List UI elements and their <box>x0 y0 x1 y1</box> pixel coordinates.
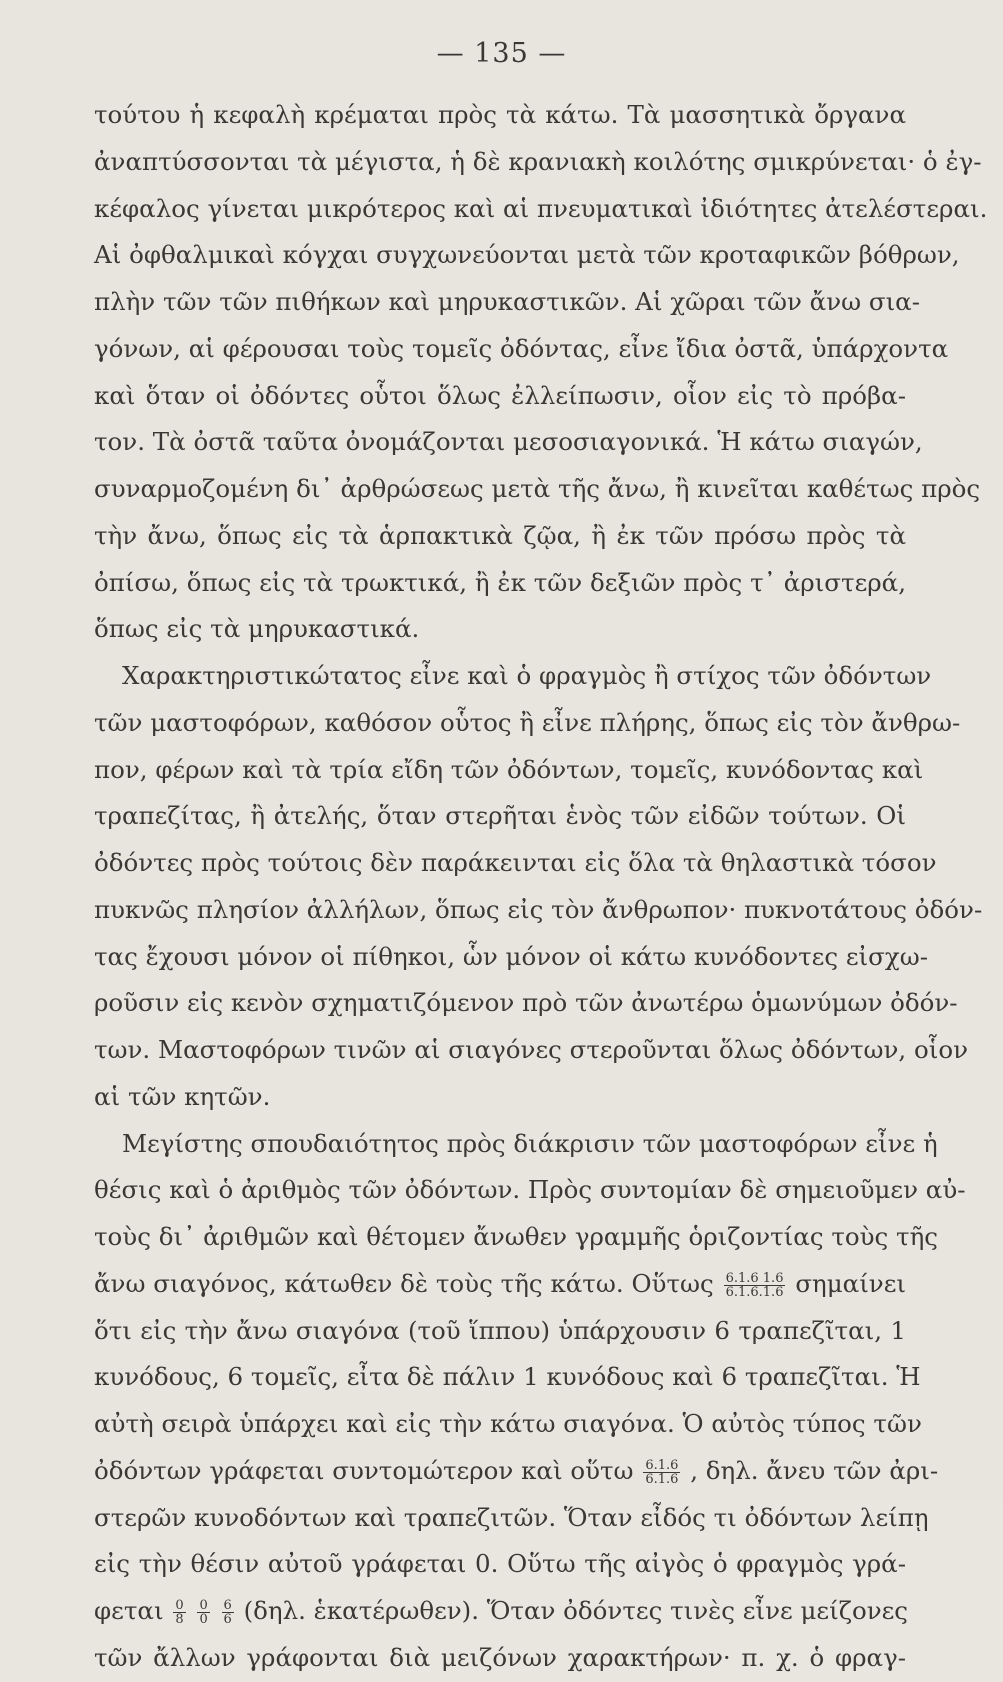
dental-formula-fraction <box>173 1599 185 1626</box>
text-line: ὅπως εἰς τὰ μηρυκαστικά. <box>94 614 420 644</box>
text-line: ροῦσιν εἰς κενὸν σχηματιζόμενον πρὸ τῶν ἀνωτέρω ὁμωνύμων ὀδόν- <box>94 988 958 1018</box>
text-segment: φεται <box>94 1596 164 1625</box>
dental-formula-fraction <box>197 1599 209 1626</box>
fraction-denominator: 8 <box>175 1612 184 1627</box>
fraction-numerator: 6.1.6 1.6 <box>725 1270 784 1286</box>
text-line: τραπεζίτας, ἢ ἀτελής, ὅταν στερῆται ἑνὸς τῶν εἰδῶν τούτων. Οἱ <box>94 801 906 831</box>
fraction-denominator: 6.1.6.1.6 <box>725 1284 784 1300</box>
text-segment: ὀδόντων γράφεται συντομώτερον καὶ οὕτω <box>94 1455 634 1485</box>
text-line: κέφαλος γίνεται μικρότερος καὶ αἱ πνευματικαὶ ἰδιότητες ἀτελέστεραι. <box>94 193 988 223</box>
text-line: τας ἔχουσι μόνον οἱ πίθηκοι, ὧν μόνον οἱ κάτω κυνόδοντες εἰσχω- <box>94 941 928 971</box>
fraction-numerator: 6 <box>223 1598 232 1613</box>
text-segment: (δηλ. ἑκατέρωθεν). Ὅταν ὀδόντες τινὲς εἶνε μείζονες <box>243 1596 909 1625</box>
text-line: αὐτὴ σειρὰ ὑπάρχει καὶ εἰς τὴν κάτω σιαγόνα. Ὁ αὐτὸς τύπος τῶν <box>94 1409 922 1438</box>
page-number: — 135 — <box>436 38 567 69</box>
fraction-numerator: 0 <box>199 1598 208 1613</box>
text-segment: ἄνω σιαγόνος, κάτωθεν δὲ τοὺς τῆς κάτω. Οὕτως <box>94 1268 714 1298</box>
text-line: κυνόδους, 6 τομεῖς, εἶτα δὲ πάλιν 1 κυνόδους καὶ 6 τραπεζῖται. Ἡ <box>94 1362 921 1392</box>
text-line: τῶν ἄλλων γράφονται διὰ μειζόνων χαρακτήρων· π. χ. ὁ φραγ- <box>94 1642 906 1672</box>
dental-formula-fraction <box>643 1459 680 1486</box>
text-line: τὴν ἄνω, ὅπως εἰς τὰ ἁρπακτικὰ ζῷα, ἢ ἐκ τῶν πρόσω πρὸς τὰ <box>94 520 906 550</box>
text-line: Μεγίστης σπουδαιότητος πρὸς διάκρισιν τῶν μαστοφόρων εἶνε ἡ <box>122 1128 938 1158</box>
dental-formula-fraction <box>724 1272 786 1299</box>
text-line: συναρμοζομένη δι᾿ ἀρθρώσεως μετὰ τῆς ἄνω, ἢ κινεῖται καθέτως πρὸς <box>94 474 981 503</box>
text-line: στερῶν κυνοδόντων καὶ τραπεζιτῶν. Ὅταν εἶδός τι ὀδόντων λείπῃ <box>94 1502 929 1532</box>
text-line: ἀναπτύσσονται τὰ μέγιστα, ἡ δὲ κρανιακὴ κοιλότης σμικρύνεται· ὁ ἐγ- <box>94 146 982 176</box>
text-line: καὶ ὅταν οἱ ὀδόντες οὗτοι ὅλως ἐλλείπωσιν, οἷον εἰς τὸ πρόβα- <box>94 380 906 410</box>
text-line: εἰς τὴν θέσιν αὐτοῦ γράφεται 0. Οὕτω τῆς αἰγὸς ὁ φραγμὸς γρά- <box>94 1549 906 1579</box>
text-line: πον, φέρων καὶ τὰ τρία εἴδη τῶν ὀδόντων, τομεῖς, κυνόδοντας καὶ <box>94 754 924 784</box>
text-line: Αἱ ὀφθαλμικαὶ κόγχαι συγχωνεύονται μετὰ τῶν κροταφικῶν βόθρων, <box>94 240 960 270</box>
fraction-denominator: 6 <box>223 1612 232 1627</box>
text-line: τοὺς δι᾿ ἀριθμῶν καὶ θέτομεν ἄνωθεν γραμμῆς ὁριζοντίας τοὺς τῆς <box>94 1222 939 1251</box>
text-line: ὀδόντες πρὸς τούτοις δὲν παράκεινται εἰς ὅλα τὰ θηλαστικὰ τόσον <box>94 848 937 877</box>
text-line: των. Μαστοφόρων τινῶν αἱ σιαγόνες στεροῦνται ὅλως ὀδόντων, οἷον <box>94 1035 968 1064</box>
text-line: τούτου ἡ κεφαλὴ κρέμαται πρὸς τὰ κάτω. Τὰ μασσητικὰ ὄργανα <box>94 100 906 129</box>
dental-formula-fraction <box>222 1599 234 1626</box>
text-line: θέσις καὶ ὁ ἀριθμὸς τῶν ὀδόντων. Πρὸς συντομίαν δὲ σημειοῦμεν αὐ- <box>94 1175 966 1205</box>
text-line: Χαρακτηριστικώτατος εἶνε καὶ ὁ φραγμὸς ἢ στίχος τῶν ὀδόντων <box>122 661 932 690</box>
text-line: ὅτι εἰς τὴν ἄνω σιαγόνα (τοῦ ἵππου) ὑπάρχουσιν 6 τραπεζῖται, 1 <box>94 1315 906 1345</box>
text-line-with-fraction <box>94 1261 906 1308</box>
text-segment: , δηλ. ἄνευ τῶν ἀρι- <box>690 1455 939 1485</box>
text-line: πλὴν τῶν τῶν πιθήκων καὶ μηρυκαστικῶν. Αἱ χῶραι τῶν ἄνω σια- <box>94 287 921 316</box>
text-line: πυκνῶς πλησίον ἀλλήλων, ὅπως εἰς τὸν ἄνθρωπον· πυκνοτάτους ὀδόν- <box>94 894 983 924</box>
fraction-denominator: 0 <box>199 1612 208 1627</box>
fraction-numerator: 6.1.6 <box>645 1457 679 1473</box>
text-segment: σημαίνει <box>795 1268 906 1298</box>
text-line-with-fraction <box>94 1448 939 1495</box>
text-line: ὀπίσω, ὅπως εἰς τὰ τρωκτικά, ἢ ἐκ τῶν δεξιῶν πρὸς τ᾿ ἀριστερά, <box>94 567 906 597</box>
text-line: γόνων, αἱ φέρουσαι τοὺς τομεῖς ὀδόντας, εἶνε ἴδια ὀστᾶ, ὑπάρχοντα <box>94 333 949 363</box>
text-line: τον. Τὰ ὀστᾶ ταῦτα ὀνομάζονται μεσοσιαγονικά. Ἡ κάτω σιαγών, <box>94 427 923 457</box>
text-line-with-fraction <box>94 1588 909 1635</box>
fraction-denominator: 6.1.6 <box>645 1471 679 1487</box>
body-text <box>94 92 988 1682</box>
fraction-numerator: 0 <box>175 1598 184 1613</box>
text-line: τῶν μαστοφόρων, καθόσον οὗτος ἢ εἶνε πλήρης, ὅπως εἰς τὸν ἄνθρω- <box>94 707 961 737</box>
text-line: αἱ τῶν κητῶν. <box>94 1081 271 1111</box>
